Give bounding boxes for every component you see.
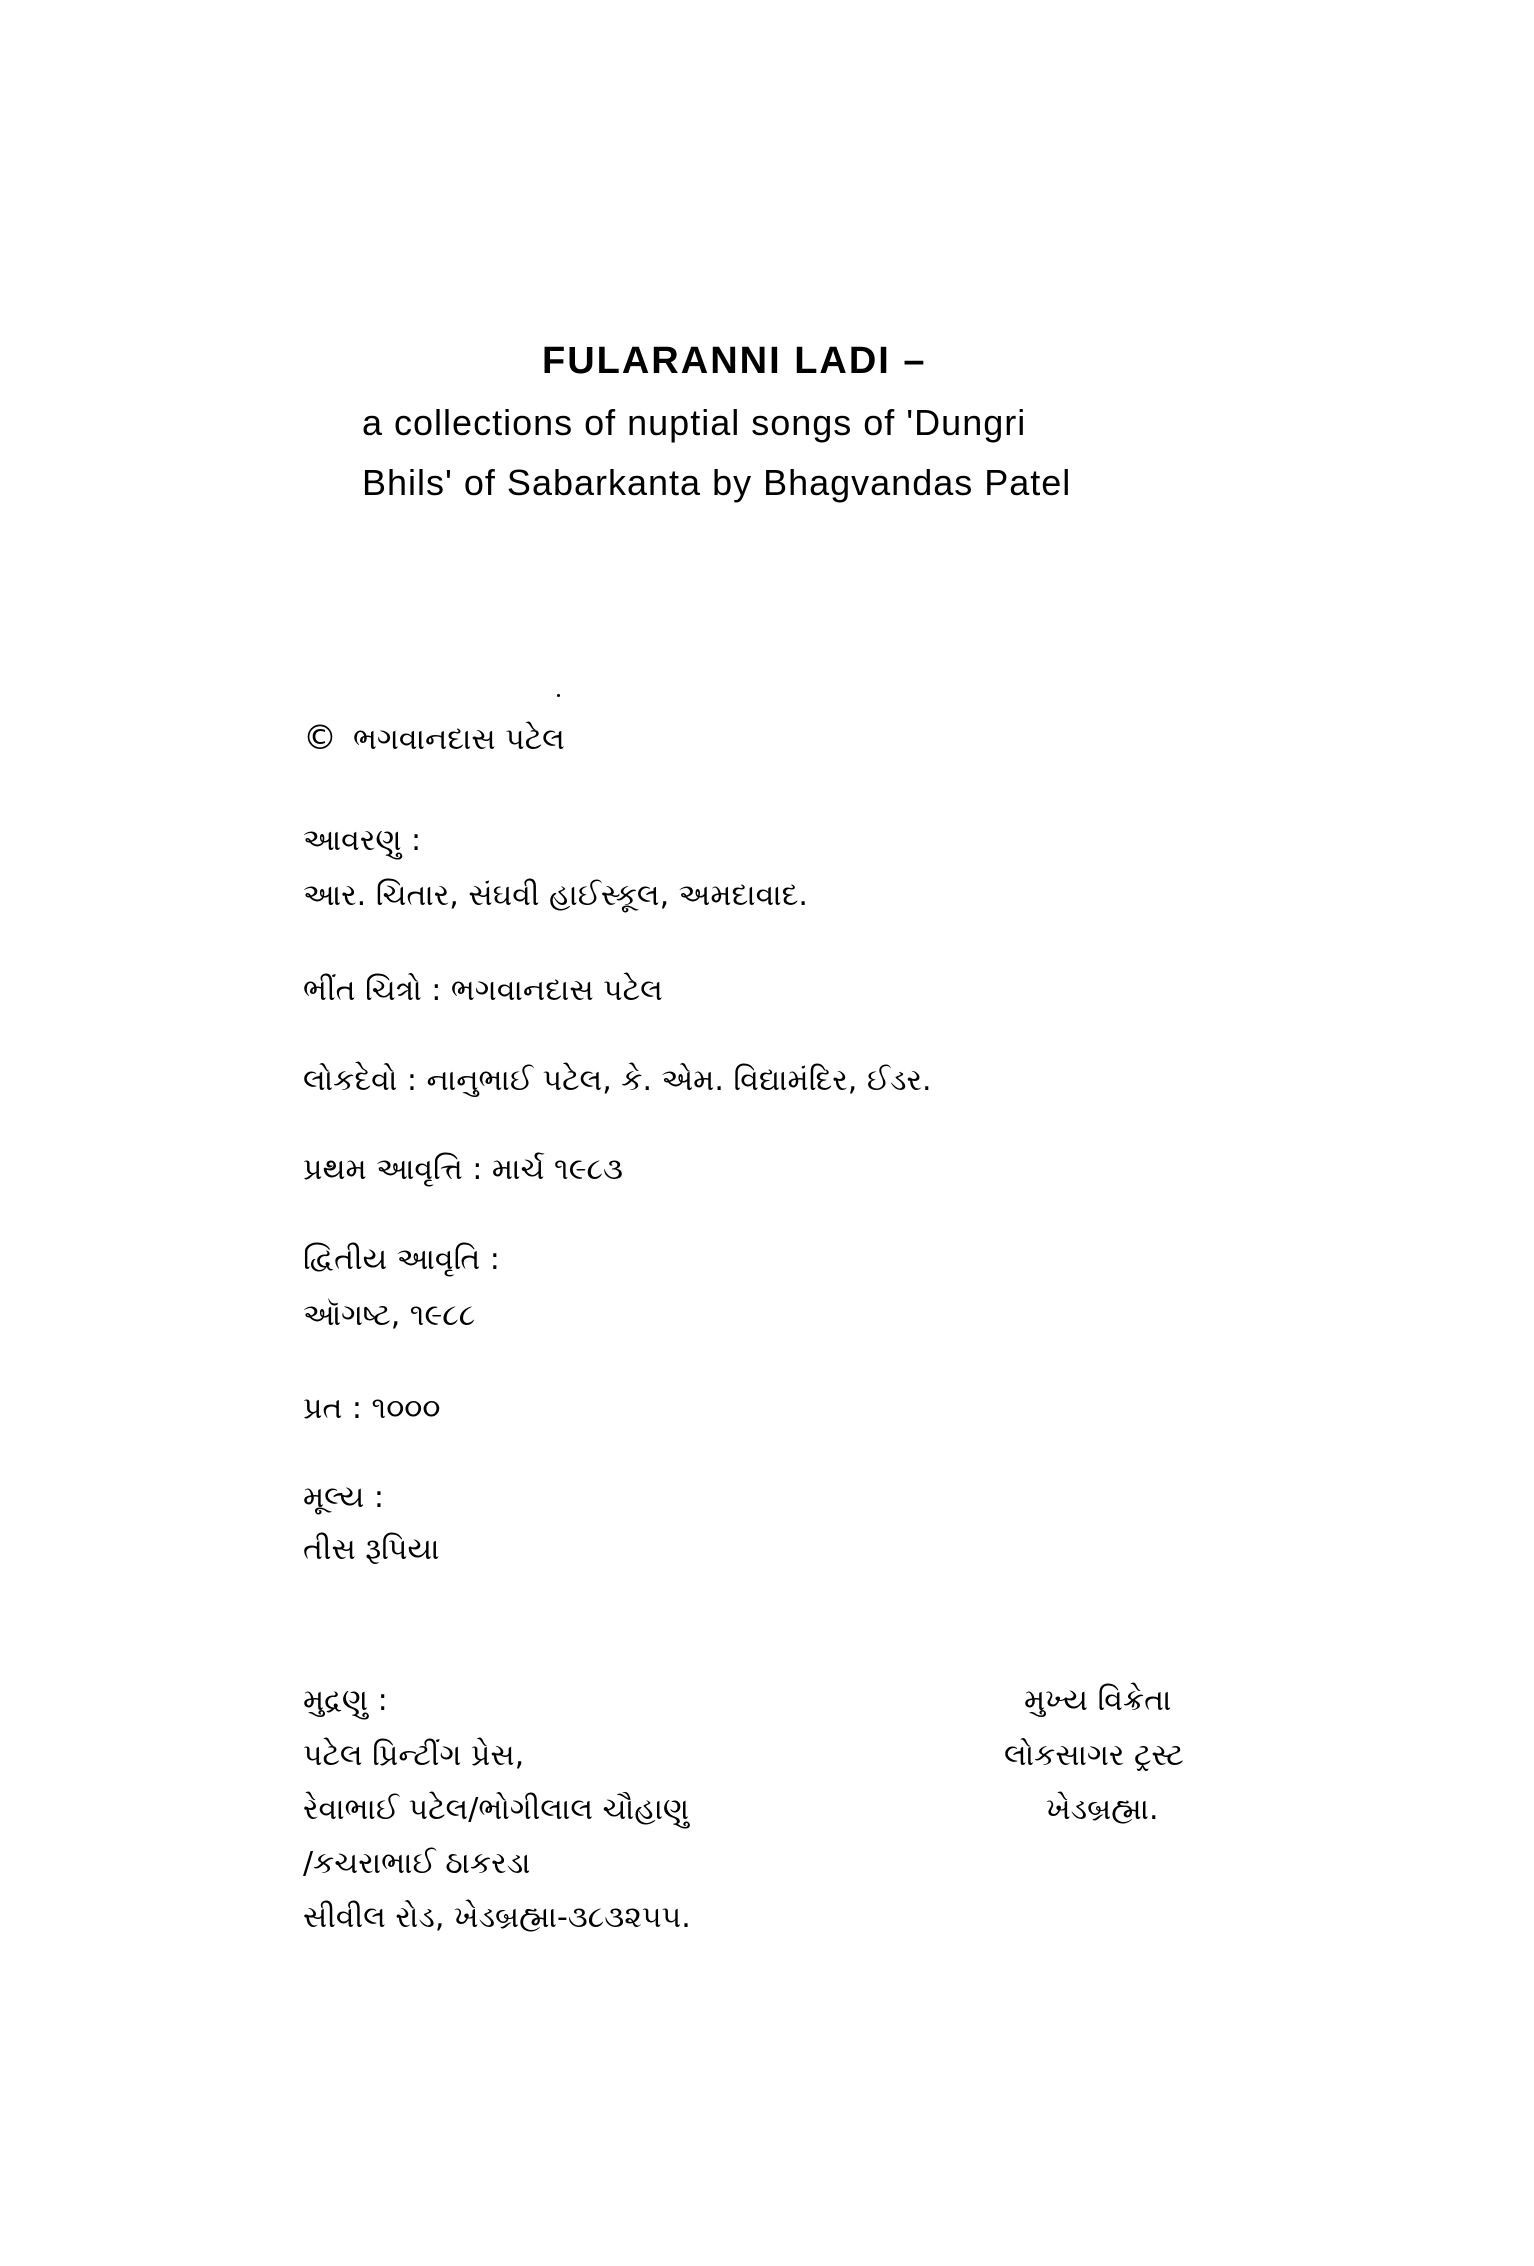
price-value: તીસ રૂપિયા [303, 1532, 440, 1567]
first-edition: પ્રથમ આવૃત્તિ : માર્ચ ૧૯૮૩ [303, 1152, 623, 1187]
price-label: મૂલ્ય : [303, 1480, 384, 1515]
printer-line-4: સીવીલ રોડ, ખેડબ્રહ્મા-૩૮૩૨૫૫. [303, 1900, 691, 1935]
subtitle-line-2: Bhils' of Sabarkanta by Bhagvandas Patel [362, 462, 1072, 503]
copyright-holder: ભગવાનદાસ પટેલ [353, 722, 565, 757]
subtitle-line-1: a collections of nuptial songs of 'Dungri [362, 402, 1027, 443]
wall-paintings: ભીંત ચિત્રો : ભગવાનદાસ પટેલ [303, 973, 663, 1008]
second-edition-label: દ્વિતીય આવૃતિ : [303, 1242, 500, 1277]
copyright-icon: © [303, 718, 337, 758]
printer-line-2: રેવાભાઈ પટેલ/ભોગીલાલ ચૌહાણુ [303, 1792, 690, 1827]
book-title: FULARANNI LADI – [542, 340, 927, 382]
stray-dot [557, 694, 560, 697]
cover-value: આર. ચિતાર, સંઘવી હાઈસ્કૂલ, અમદાવાદ. [303, 878, 808, 913]
distributor-place: ખેડબ્રહ્મા. [1046, 1792, 1159, 1827]
folk-deities: લોકદેવો : નાનુભાઈ પટેલ, કે. એમ. વિદ્યામંદિર, ઈડર. [303, 1063, 932, 1098]
printer-line-3: /કચરાભાઈ ઠાકરડા [303, 1846, 531, 1881]
second-edition-value: ઑગષ્ટ, ૧૯૮૮ [303, 1298, 476, 1333]
cover-label: આવરણુ : [303, 823, 422, 858]
distributor-name: લોકસાગર ટ્રસ્ટ [1004, 1738, 1184, 1773]
printer-label: મુદ્રણુ : [303, 1683, 388, 1718]
printer-line-1: પટેલ પ્રિન્ટીંગ પ્રેસ, [303, 1738, 525, 1773]
copies: પ્રત : ૧૦૦૦ [303, 1391, 441, 1426]
distributor-label: મુખ્ય વિક્રેતા [1024, 1683, 1172, 1718]
